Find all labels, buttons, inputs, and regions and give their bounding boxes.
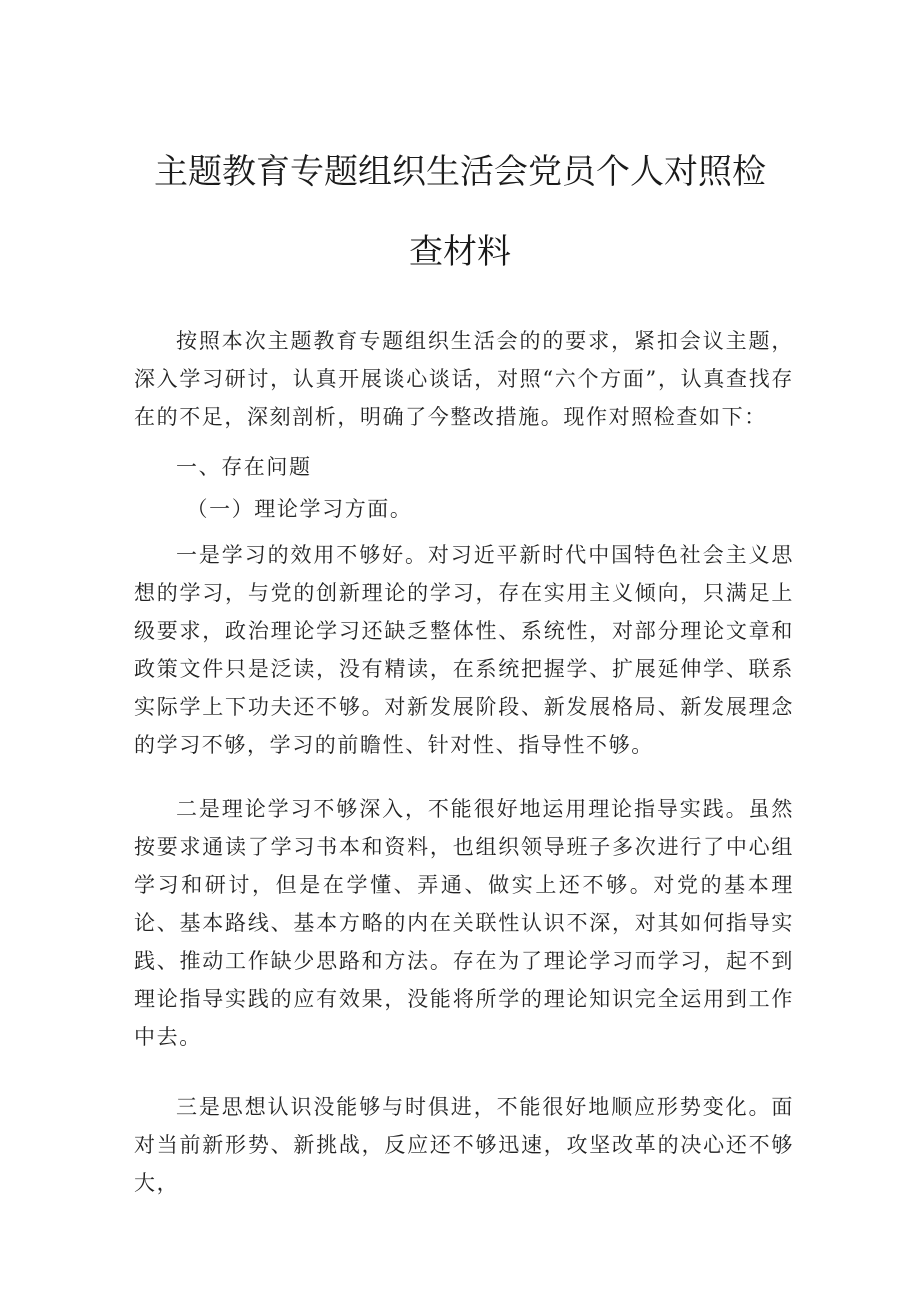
- body-paragraph-2: 二是理论学习不够深入，不能很好地运用理论指导实践。虽然按要求通读了学习书本和资料，也组织领导班子多次进行了中心组学习和研讨，但是在学懂、弄通、做实上还不够。对党的基本理论、基本路线、基本方略的内在关联性认识不深，对其如何指导实践、推动工作缺少思路和方法。存在为了理论学习而学习，起不到理论指导实践的应有效果，没能将所学的理论知识完全运用到工作中去。: [134, 797, 794, 1049]
- document-title-line-2: 查材料: [409, 232, 511, 272]
- body-paragraph-1: 一是学习的效用不够好。对习近平新时代中国特色社会主义思想的学习，与党的创新理论的学习，存在实用主义倾向，只满足上级要求，政治理论学习还缺乏整体性、系统性，对部分理论文章和政策文件只是泛读，没有精读，在系统把握学、扩展延伸学、联系实际学上下功夫还不够。对新发展阶段、新发展格局、新发展理念的学习不够，学习的前瞻性、针对性、指导性不够。: [134, 543, 794, 757]
- subsection-heading-theory-study: （一）理论学习方面。: [186, 497, 413, 521]
- document-title-line-1: 主题教育专题组织生活会党员个人对照检: [154, 152, 766, 192]
- body-paragraph-3: 三是思想认识没能够与时俱进，不能很好地顺应形势变化。面对当前新形势、新挑战，反应还不够迅速，攻坚改革的决心还不够大，: [134, 1095, 794, 1195]
- intro-paragraph: 按照本次主题教育专题组织生活会的的要求，紧扣会议主题，深入学习研讨，认真开展谈心谈话，对照“六个方面”，认真查找存在的不足，深刻剖析，明确了今整改措施。现作对照检查如下：: [134, 329, 794, 429]
- section-heading-problems: 一、存在问题: [176, 455, 312, 479]
